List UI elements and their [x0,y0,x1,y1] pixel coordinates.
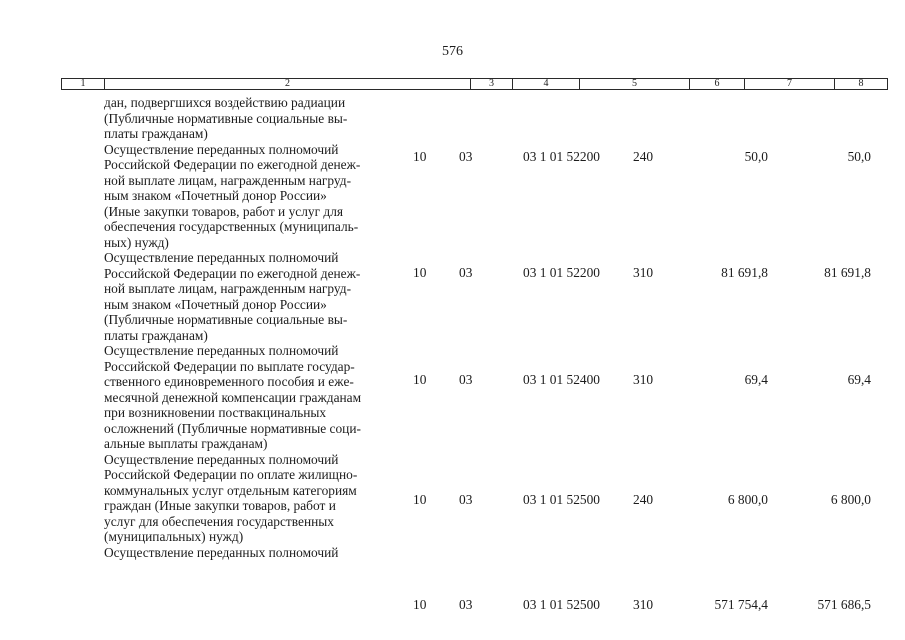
row-4-amount-7: 6 800,0 [727,492,768,507]
header-col-6: 6 [690,79,745,89]
text-line: (Иные закупки товаров, работ и услуг для [104,203,344,219]
text-line: граждан (Иные закупки товаров, работ и [104,498,336,513]
header-col-5: 5 [580,79,690,89]
row-5-subsection: 03 [459,597,473,612]
row-4-amount-8: 6 800,0 [830,492,871,507]
text-line: услуг для обеспечения государственных [104,513,334,529]
row-2-section: 10 [413,265,427,280]
page-number: 576 [442,44,463,59]
row-5-section: 10 [413,597,427,612]
header-col-1: 1 [62,79,105,89]
header-col-3: 3 [471,79,513,89]
header-col-8: 8 [858,78,864,89]
row-3-subsection: 03 [459,372,473,387]
text-line: Российской Федерации по ежегодной денеж- [104,265,361,281]
header-col-4: 4 [513,79,580,89]
text-line: ным знаком «Почетный донор России» [104,188,327,203]
row-1-amount-7: 50,0 [744,149,768,164]
table-header-row [61,78,888,90]
text-line: Российской Федерации по оплате жилищно- [104,467,358,482]
text-line: Осуществление переданных полномочий [104,343,339,358]
row-1-amount-8: 50,0 [847,149,871,164]
row-4-expense-type: 240 [633,492,654,507]
row-1-subsection: 03 [459,149,473,164]
row-5-expense-type: 310 [633,597,654,612]
row-5-amount-8: 571 686,5 [817,597,871,612]
table-body-text [104,95,404,560]
row-1-expense-type: 240 [633,149,654,164]
row-2-expense-type: 310 [633,265,654,280]
row-3-target-article: 03 1 01 52400 [523,372,600,387]
text-line: (Публичные нормативные социальные вы- [104,110,348,126]
text-line: альные выплаты гражданам) [104,436,268,451]
text-line: при возникновении поствакцинальных [104,405,327,420]
row-1-target-article: 03 1 01 52200 [523,149,600,164]
text-line: платы гражданам) [104,327,208,343]
text-line: ных) нужд) [104,234,169,250]
row-5-amount-7: 571 754,4 [714,597,768,612]
row-5-target-article: 03 1 01 52500 [523,597,600,612]
row-2-subsection: 03 [459,265,473,280]
text-line: ным знаком «Почетный донор России» [104,296,327,312]
row-1-section: 10 [413,149,427,164]
row-2-target-article: 03 1 01 52200 [523,265,600,280]
text-line: платы гражданам) [104,126,208,141]
text-line: дан, подвергшихся воздействию радиации [104,95,346,110]
row-2-amount-8: 81 691,8 [824,265,871,280]
text-line: (муниципальных) нужд) [104,529,244,544]
header-col-7: 7 [745,79,835,89]
text-line: обеспечения государственных (муниципаль- [104,219,359,234]
text-line: Осуществление переданных полномочий [104,141,339,157]
row-3-expense-type: 310 [633,372,654,387]
text-line: коммунальных услуг отдельным категориям [104,482,357,498]
text-line: ной выплате лицам, награжденным нагруд- [104,172,352,188]
row-3-amount-7: 69,4 [744,372,768,387]
text-line: месячной денежной компенсации гражданам [104,389,362,405]
row-3-amount-8: 69,4 [847,372,871,387]
text-line: (Публичные нормативные социальные вы- [104,312,348,327]
text-line: Осуществление переданных полномочий [104,544,339,560]
header-col-2: 2 [105,79,471,89]
row-4-subsection: 03 [459,492,473,507]
text-line: ной выплате лицам, награжденным нагруд- [104,281,352,296]
row-2-amount-7: 81 691,8 [721,265,768,280]
row-4-target-article: 03 1 01 52500 [523,492,600,507]
text-line: Осуществление переданных полномочий [104,451,339,467]
text-line: Российской Федерации по ежегодной денеж- [104,157,361,172]
text-line: Российской Федерации по выплате государ- [104,358,355,374]
text-line: Осуществление переданных полномочий [104,250,339,265]
text-line: ственного единовременного пособия и ежe- [104,374,354,389]
row-4-section: 10 [413,492,427,507]
row-3-section: 10 [413,372,427,387]
text-line: осложнений (Публичные нормативные соци- [104,420,361,436]
